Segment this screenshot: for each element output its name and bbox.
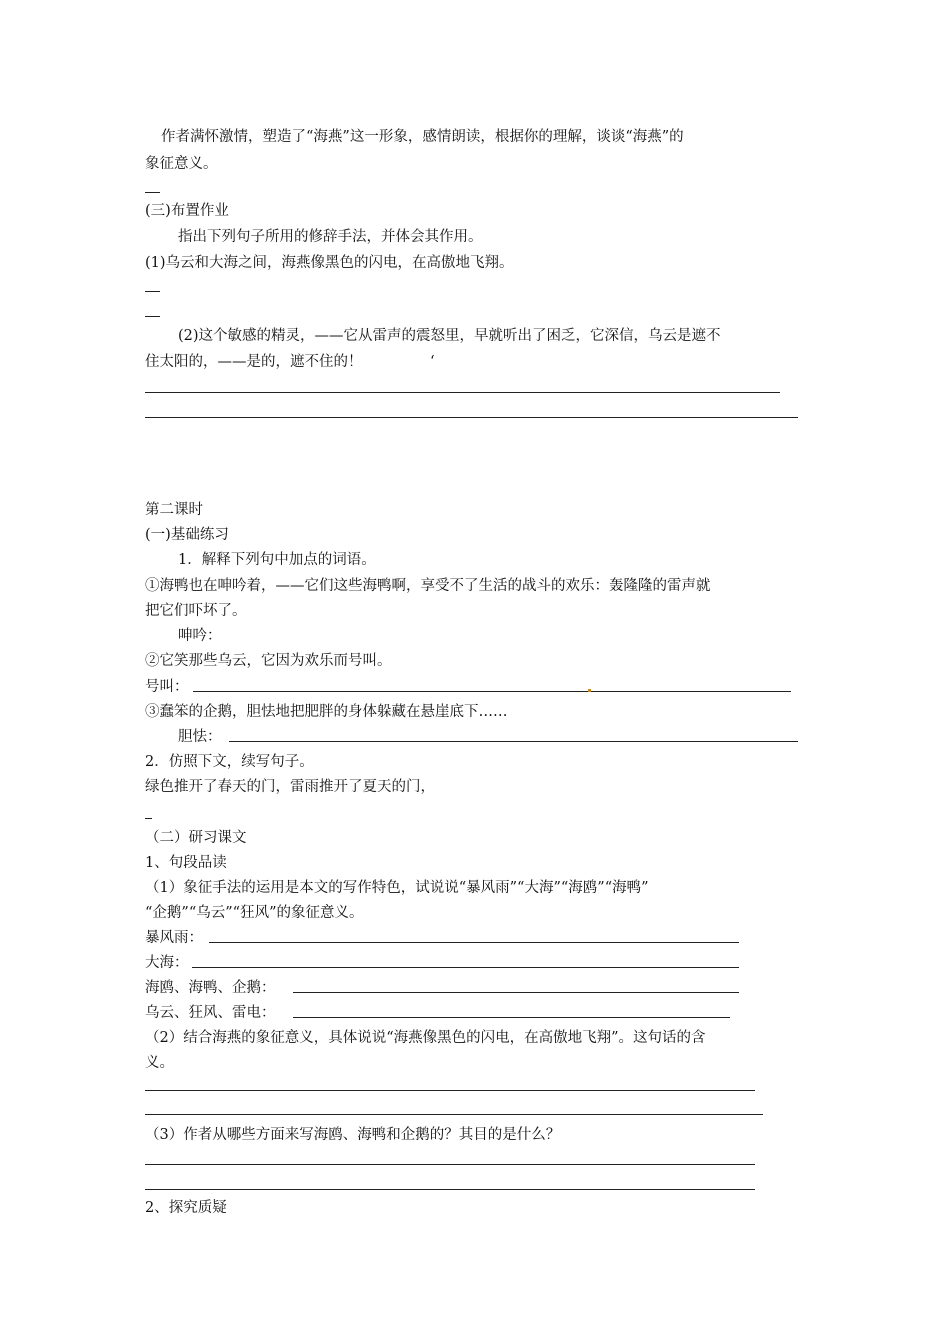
- sentence-3: ③蠢笨的企鹅，胆怯地把肥胖的身体躲藏在悬崖底下……: [145, 704, 508, 720]
- answer-blank: [145, 291, 160, 292]
- part-1-q2-line-1: （2）结合海燕的象征意义，具体说说“海燕像黑色的闪电，在高傲地飞翔”。这句话的含: [145, 1030, 706, 1046]
- word-label-1: 呻吟：: [178, 628, 222, 644]
- answer-line: [145, 417, 798, 418]
- mark-dot: [588, 689, 591, 692]
- homework-heading: (三)布置作业: [145, 203, 229, 219]
- basic-heading: (一)基础练习: [145, 527, 229, 543]
- homework-item-1: (1)乌云和大海之间，海燕像黑色的闪电，在高傲地飞翔。: [145, 255, 514, 271]
- homework-item-2-line-1: (2)这个敏感的精灵，——它从雷声的震怒里，早就听出了困乏，它深信，乌云是遮不: [178, 328, 721, 344]
- part-1-heading: 1、句段品读: [145, 855, 227, 871]
- answer-line: [192, 967, 739, 968]
- sentence-1-line-1: ①海鸭也在呻吟着，——它们这些海鸭啊，享受不了生活的战斗的欢乐：轰隆隆的雷声就: [145, 578, 711, 594]
- part-1-q2-line-2: 义。: [145, 1055, 174, 1071]
- label-clouds: 乌云、狂风、雷电：: [145, 1005, 276, 1021]
- answer-blank: [145, 818, 152, 819]
- answer-line: [145, 1164, 755, 1165]
- part-2-heading: 2、探究质疑: [145, 1200, 227, 1216]
- answer-blank: [145, 192, 160, 193]
- answer-line: [229, 741, 798, 742]
- question-2: 2．仿照下文，续写句子。: [145, 754, 314, 770]
- word-label-3: 胆怯：: [178, 729, 222, 745]
- answer-line: [293, 1017, 730, 1018]
- question-1: 1．解释下列句中加点的词语。: [178, 552, 376, 568]
- answer-line: [145, 1114, 763, 1115]
- question-2-text: 绿色推开了春天的门，雷雨推开了夏天的门，: [145, 779, 435, 795]
- sentence-2: ②它笑那些乌云，它因为欢乐而号叫。: [145, 653, 392, 669]
- study-heading: （二）研习课文: [145, 830, 247, 846]
- part-1-q3: （3）作者从哪些方面来写海鸥、海鸭和企鹅的？其目的是什么？: [145, 1127, 561, 1143]
- label-birds: 海鸥、海鸭、企鹅：: [145, 980, 276, 996]
- homework-instruction: 指出下列句子所用的修辞手法，并体会其作用。: [178, 229, 483, 245]
- word-label-2: 号叫：: [145, 679, 189, 695]
- label-sea: 大海：: [145, 955, 189, 971]
- answer-line: [193, 691, 791, 692]
- answer-line: [145, 392, 780, 393]
- intro-line-2: 象征意义。: [145, 156, 218, 172]
- homework-item-2-line-2: 住太阳的，——是的，遮不住的！: [145, 354, 363, 370]
- answer-line: [209, 942, 739, 943]
- part-1-q1-line-2: “企鹅”“乌云”“狂风”的象征意义。: [145, 905, 364, 921]
- answer-line: [145, 1189, 755, 1190]
- answer-line: [293, 992, 739, 993]
- answer-blank: [145, 316, 160, 317]
- part-1-q1-line-1: （1）象征手法的运用是本文的写作特色，试说说“暴风雨”“大海”“海鸥”“海鸭”: [145, 880, 649, 896]
- intro-line-1: 作者满怀激情，塑造了“海燕”这一形象，感情朗读，根据你的理解，谈谈“海燕”的: [161, 129, 684, 145]
- label-storm: 暴风雨：: [145, 930, 203, 946]
- quote-mark: ‘: [430, 354, 435, 370]
- lesson-title: 第二课时: [145, 502, 203, 518]
- answer-line: [145, 1090, 755, 1091]
- sentence-1-line-2: 把它们吓坏了。: [145, 603, 247, 619]
